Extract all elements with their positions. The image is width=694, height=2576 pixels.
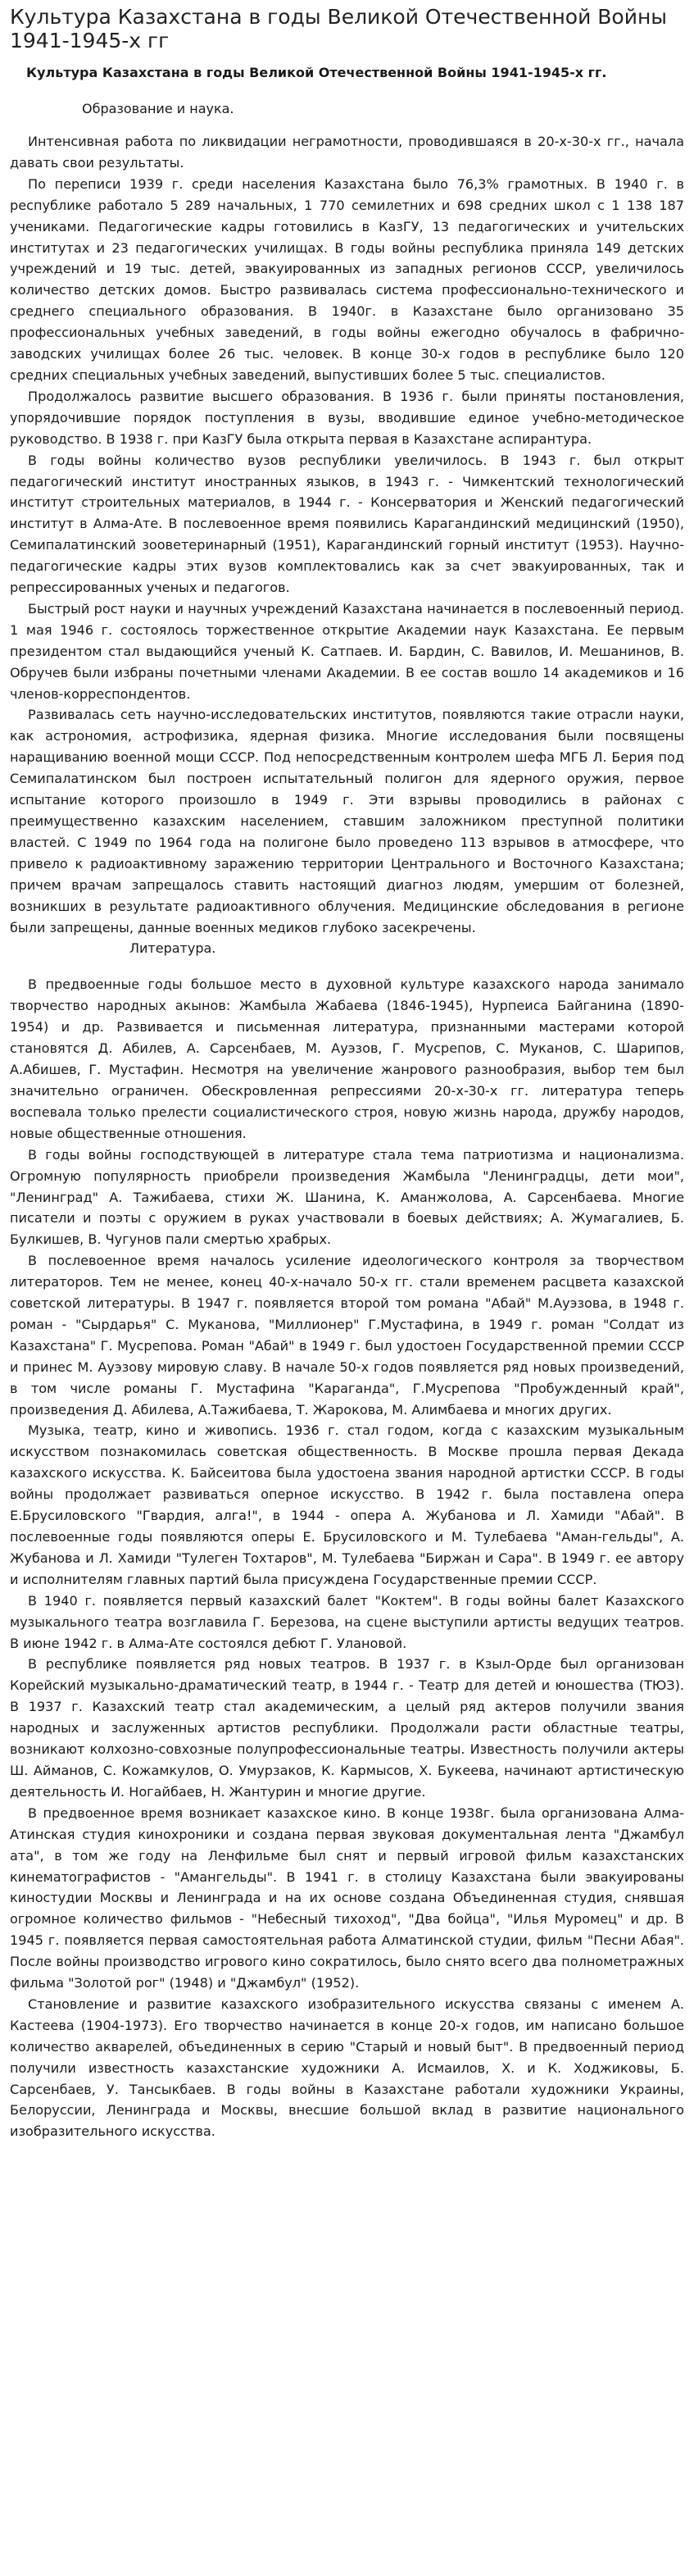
paragraph: Становление и развитие казахского изобразительного искусства связаны с именем А. Кастеева (1904-1973). Его творчество начинается в конце 20-х годов, им написано большое количество акварелей, объединенных в серию "Старый и новый быт". В предвоенный период получили известность казахстанские художники А. Исмаилов, Х. и К. Ходжиковы, Б. Сарсенбаев, У. Тансыкбаев. В годы войны в Казахстане работали художники Украины, Белоруссии, Ленинграда и Москвы, внесшие большой вклад в развитие национального изобразительного искусства.	[10, 1996, 684, 2140]
paragraph: Музыка, театр, кино и живопись. 1936 г. стал годом, когда с казахским музыкальным искусством познакомилась советская общественность. В Москве прошла первая Декада казахского искусства. К. Байсеитова была удостоена звания народной артистки СССР. В годы войны продолжает развиваться оперное искусство. В 1942 г. была поставлена опера Е.Брусиловского "Гвардия, алга!", в 1944 - опера А. Жубанова и Л. Хамиди "Абай". В послевоенные годы появляются оперы Е. Брусиловского и М. Тулебаева "Аман-гельды", А. Жубанова и Л. Хамиди "Тулеген Тохтаров", М. Тулебаева "Биржан и Сара". В 1949 г. ее автору и исполнителям главных партий была присуждена Государственные премии СССР.	[10, 1422, 684, 1587]
paragraph: Продолжалось развитие высшего образования. В 1936 г. были приняты постановления, упорядочившие порядок поступления в вузы, вводившие единое учебно-методическое руководство. В 1938 г. при КазГУ была открыта первая в Казахстане аспирантура.	[10, 388, 684, 447]
paragraph: В республике появляется ряд новых театров. В 1937 г. в Кзыл-Орде был организован Корейский музыкально-драматический театр, в 1944 г. - Театр для детей и юношества (ТЮЗ). В 1937 г. Казахский театр стал академическим, а целый ряд актеров получили звания народных и заслуженных артистов республики. Продолжали расти областные театры, возникают колхозно-совхозные полупрофессиональные театры. Известность получили актеры Ш. Айманов, С. Кожамкулов, О. Умурзаков, К. Кармысов, Х. Букеева, начинают артистическую деятельность И. Ногайбаев, Н. Жантурин и многие другие.	[10, 1656, 684, 1800]
paragraph: В предвоенные годы большое место в духовной культуре казахского народа занимало творчество народных акынов: Жамбыла Жабаева (1846-1945), Нурпеиса Байганина (1890-1954) и др. Развивается и письменная литература, признанными мастерами которой становятся Д. Абилев, А. Сарсенбаев, М. Ауэзов, Г. Мусрепов, С. Муканов, С. Шарипов, А.Абишев, Г. Мустафин. Несмотря на увеличение жанрового разнообразия, выбор тем был значительно ограничен. Обескровленная репрессиями 20-х-30-х гг. литература теперь воспевала только прелести социалистического строя, новую жизнь народа, дружбу народов, новые общественные отношения.	[10, 976, 684, 1141]
paragraph: По переписи 1939 г. среди населения Казахстана было 76,3% грамотных. В 1940 г. в республике работало 5 289 начальных, 1 770 семилетних и 698 средних школ с 1 138 187 учениками. Педагогические кадры готовились в КазГУ, 13 педагогических и учительских институтах и 23 педагогических училищах. В годы войны республика приняла 149 детских учреждений и 19 тыс. детей, эвакуированных из западных регионов СССР, увеличилось количество детских домов. Быстро развивалась система профессионально-технического и среднего специального образования. В 1940г. в Казахстане было организовано 35 профессиональных учебных заведений, в годы войны ежегодно обучалось в фабрично-заводских училищах более 26 тыс. человек. В конце 30-х годов в республике было 120 средних специальных учебных заведений, выпустивших более 5 тыс. специалистов.	[10, 175, 684, 383]
paragraph: В предвоенное время возникает казахское кино. В конце 1938г. была организована Алма-Атинская студия кинохроники и создана первая звуковая документальная лента "Джамбул ата", в том же году на Ленфильме был снят и первый игровой фильм казахстанских кинематографистов - "Амангельды". В 1941 г. в столицу Казахстана были эвакуированы киностудии Москвы и Ленинграда и на их основе создана Объединенная студия, снявшая огромное количество фильмов - "Небесный тихоход", "Два бойца", "Илья Муромец" и др. В 1945 г. появляется первая самостоятельная работа Алматинской студии, фильм "Песни Абая". После войны производство игрового кино сократилось, было снято всего два полнометражных фильма "Золотой рог" (1948) и "Джамбул" (1952).	[10, 1805, 684, 1991]
paragraph: В годы войны господствующей в литературе стала тема патриотизма и национализма. Огромную популярность приобрели произведения Жамбыла "Ленинградцы, дети мои", "Ленинград" А. Тажибаева, стихи Ж. Шанина, К. Аманжолова, А. Сарсенбаева. Многие писатели и поэты с оружием в руках участвовали в боевых действиях; А. Жумагалиев, Б. Булкишев, В. Чугунов пали смертью храбрых.	[10, 1146, 684, 1248]
paragraph: Быстрый рост науки и научных учреждений Казахстана начинается в послевоенный период. 1 мая 1946 г. состоялось торжественное открытие Академии наук Казахстана. Ее первым президентом стал выдающийся ученый К. Сатпаев. И. Бардин, С. Вавилов, И. Мешанинов, В. Обручев были избраны почетными членами Академии. В ее состав вошло 14 академиков и 16 членов-корреспондентов.	[10, 600, 684, 702]
page-title: Культура Казахстана в годы Великой Отечественной Войны 1941-1945-х гг	[10, 5, 668, 52]
section-heading-education: Образование и наука.	[82, 101, 234, 116]
paragraph: В годы войны количество вузов республики увеличилось. В 1943 г. был открыт педагогический институт иностранных языков, в 1943 г. - Чимкентский технологический институт строительных материалов, в 1944 г. - Консерватория и Женский педагогический институт в Алма-Ате. В послевоенное время появились Карагандинский медицинский (1950), Семипалатинский зооветеринарный (1951), Карагандинский горный институт (1953). Научно-педагогические кадры этих вузов комплектовались как за счет эвакуированных, так и репрессированных ученых и педагогов.	[10, 452, 684, 596]
paragraph: Развивалась сеть научно-исследовательских институтов, появляются такие отрасли науки, как астрономия, астрофизика, ядерная физика. Многие исследования были посвящены наращиванию военной мощи СССР. Под непосредственным контролем шефа МГБ Л. Берия под Семипалатинском был построен испытательный полигон для ядерного оружия, первое испытание которого произошло в 1949 г. Эти взрывы проводились в районах с преимущественно казахским населением, ставшим заложником преступной политики властей. С 1949 по 1964 года на полигоне было проведено 113 взрывов в атмосфере, что привело к радиоактивному заражению территории Центрального и Восточного Казахстана; причем врачам запрещалось ставить настоящий диагноз людям, умершим от болезней, возникших в результате радиоактивного облучения. Медицинские обследования в регионе были запрещены, данные военных медиков глубоко засекречены.	[10, 707, 684, 935]
paragraph: В 1940 г. появляется первый казахский балет "Коктем". В годы войны балет Казахского музыкального театра возглавила Г. Березова, на сцене выступили артисты ведущих театров. В июне 1942 г. в Алма-Ате состоялся дебют Г. Улановой.	[10, 1592, 684, 1651]
section-heading-literature: Литература.	[129, 940, 216, 957]
document-heading: Культура Казахстана в годы Великой Отечественной Войны 1941-1945-х гг.	[26, 65, 607, 80]
paragraph: В послевоенное время началось усиление идеологического контроля за творчеством литераторов. Тем не менее, конец 40-х-начало 50-х гг. стали временем расцвета казахской советской литературы. В 1947 г. появляется второй том романа "Абай" М.Ауэзова, в 1948 г. роман - "Сырдарья" С. Муканова, "Миллионер" Г.Мустафина, в 1949 г. роман "Солдат из Казахстана" Г. Мусрепова. Роман "Абай" в 1949 г. был удостоен Государственной премии СССР и принес М. Ауэзову мировую славу. В начале 50-х годов появляется ряд новых произведений, в том числе романы Г. Мустафина "Караганда", Г.Мусрепова "Пробужденный край", произведения Д. Абилева, А.Тажибаева, Т. Жарокова, М. Алимбаева и многих других.	[10, 1253, 684, 1418]
paragraph: Интенсивная работа по ликвидации неграмотности, проводившаяся в 20-х-30-х гг., начала давать свои результаты.	[10, 134, 684, 171]
